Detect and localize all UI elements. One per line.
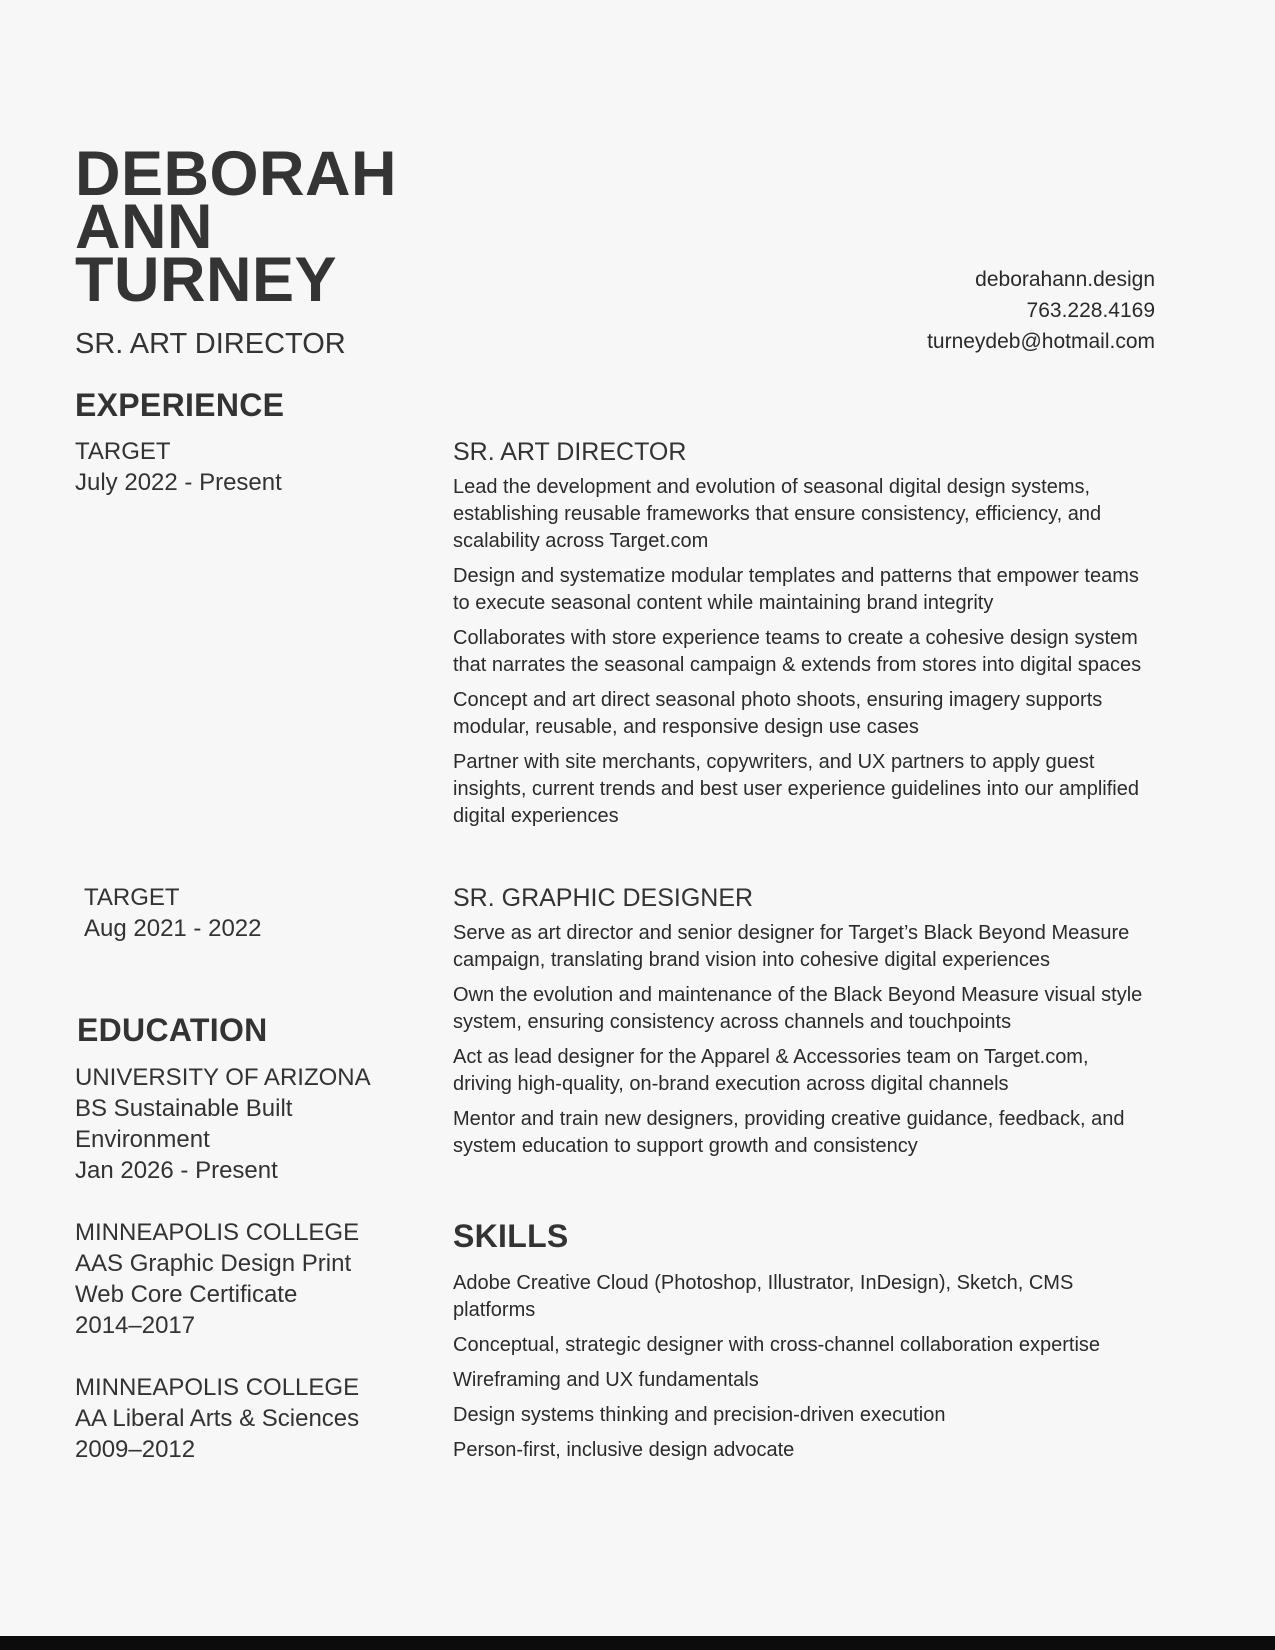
company-name: TARGET	[75, 438, 171, 465]
certificate: Web Core Certificate	[75, 1281, 298, 1308]
name-line: ANN	[75, 192, 213, 262]
contact-block	[927, 264, 1155, 357]
school-name: MINNEAPOLIS COLLEGE	[75, 1374, 360, 1401]
job-2-title: SR. GRAPHIC DESIGNER	[453, 884, 754, 912]
phone-number[interactable]: 763.228.4169	[1026, 299, 1155, 322]
school-name: UNIVERSITY OF ARIZONA	[75, 1064, 371, 1091]
company-name: TARGET	[84, 884, 180, 911]
name-line: TURNEY	[75, 245, 338, 315]
job-2-bullets	[453, 920, 1143, 1168]
list-item: Collaborates with store experience teams to create a cohesive design system that narrates the seasonal campaign & extends from stores into digital spaces	[453, 627, 1142, 676]
list-item: Mentor and train new designers, providing creative guidance, feedback, and system education to support growth and consistency	[453, 1108, 1125, 1157]
job-1-meta	[75, 436, 282, 498]
education-dates: Jan 2026 - Present	[75, 1157, 278, 1184]
email-link[interactable]: turneydeb@hotmail.com	[927, 330, 1155, 353]
degree: AA Liberal Arts & Sciences	[75, 1405, 360, 1432]
website-link[interactable]: deborahann.design	[975, 268, 1155, 291]
list-item: Lead the development and evolution of seasonal digital design systems, establishing reusable frameworks that ensure consistency, efficiency, and scalability across Target.com	[453, 476, 1102, 552]
list-item: Own the evolution and maintenance of the Black Beyond Measure visual style system, ensuring consistency across channels and touchpoints	[453, 984, 1143, 1033]
list-item: Person-first, inclusive design advocate	[453, 1439, 795, 1461]
skills-list	[453, 1270, 1143, 1472]
list-item: Wireframing and UX fundamentals	[453, 1369, 759, 1391]
job-title: SR. ART DIRECTOR	[75, 328, 346, 360]
skills-heading: SKILLS	[453, 1218, 569, 1254]
footer-bar	[0, 1636, 1275, 1650]
name-line: DEBORAH	[75, 139, 398, 209]
school-name: MINNEAPOLIS COLLEGE	[75, 1219, 360, 1246]
education-heading: EDUCATION	[77, 1012, 268, 1048]
degree: BS Sustainable Built Environment	[75, 1095, 293, 1153]
job-dates: July 2022 - Present	[75, 469, 282, 496]
list-item: Serve as art director and senior designer for Target’s Black Beyond Measure campaign, translating brand vision into cohesive digital experiences	[453, 922, 1130, 971]
job-2-meta	[84, 882, 261, 944]
degree: AAS Graphic Design Print	[75, 1250, 352, 1277]
list-item: Design and systematize modular templates and patterns that empower teams to execute seasonal content while maintaining brand integrity	[453, 565, 1139, 614]
job-1-bullets	[453, 474, 1143, 838]
list-item: Partner with site merchants, copywriters, and UX partners to apply guest insights, current trends and best user experience guidelines into our amplified digital experiences	[453, 751, 1139, 827]
education-entry	[75, 1372, 395, 1465]
education-dates: 2009–2012	[75, 1436, 196, 1463]
list-item: Act as lead designer for the Apparel & Accessories team on Target.com, driving high-quality, on-brand execution across digital channels	[453, 1046, 1089, 1095]
experience-heading: EXPERIENCE	[75, 387, 285, 423]
list-item: Concept and art direct seasonal photo shoots, ensuring imagery supports modular, reusable, and responsive design use cases	[453, 689, 1103, 738]
job-1-title: SR. ART DIRECTOR	[453, 438, 687, 466]
list-item: Design systems thinking and precision-driven execution	[453, 1404, 946, 1426]
education-dates: 2014–2017	[75, 1312, 196, 1339]
job-dates: Aug 2021 - 2022	[84, 915, 262, 942]
education-entry	[75, 1217, 395, 1341]
education-entry	[75, 1062, 395, 1186]
list-item: Adobe Creative Cloud (Photoshop, Illustrator, InDesign), Sketch, CMS platforms	[453, 1272, 1074, 1321]
list-item: Conceptual, strategic designer with cross-channel collaboration expertise	[453, 1334, 1101, 1356]
name-heading	[75, 139, 398, 315]
